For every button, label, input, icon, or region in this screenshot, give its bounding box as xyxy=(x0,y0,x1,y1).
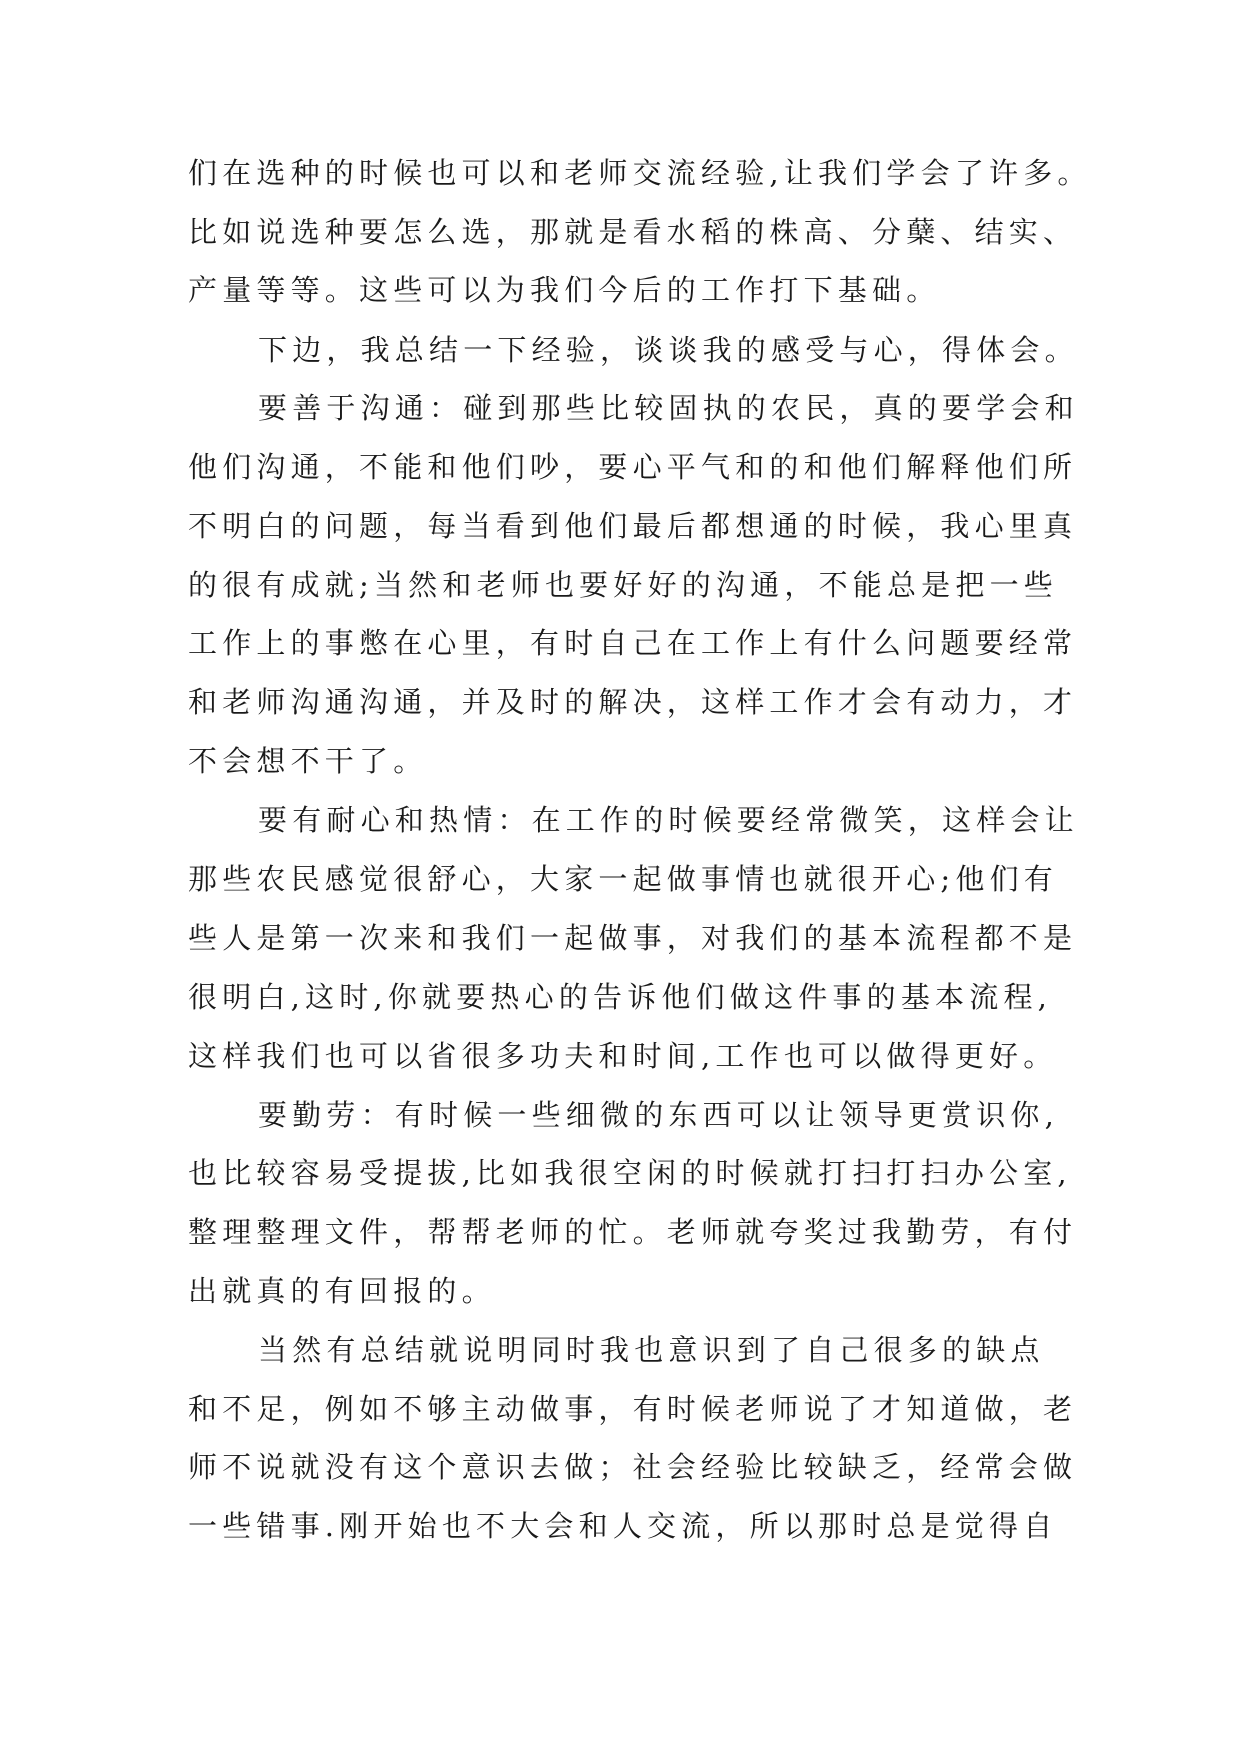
text-line: 整理整理文件，帮帮老师的忙。老师就夸奖过我勤劳，有付 xyxy=(188,1215,1078,1249)
text-line: 不明白的问题，每当看到他们最后都想通的时候，我心里真 xyxy=(188,509,1078,543)
paragraph-first-line: 要勤劳：有时候一些细微的东西可以让领导更赏识你, xyxy=(258,1098,1060,1132)
paragraph-first-line: 当然有总结就说明同时我也意识到了自己很多的缺点 xyxy=(258,1333,1045,1367)
text-line: 师不说就没有这个意识去做；社会经验比较缺乏，经常会做 xyxy=(188,1450,1078,1484)
text-line: 那些农民感觉很舒心，大家一起做事情也就很开心;他们有 xyxy=(188,862,1058,896)
text-line: 很明白,这时,你就要热心的告诉他们做这件事的基本流程, xyxy=(188,980,1053,1014)
paragraph-first-line: 要善于沟通：碰到那些比较固执的农民，真的要学会和 xyxy=(258,391,1079,425)
text-line: 和不足，例如不够主动做事，有时候老师说了才知道做，老 xyxy=(188,1392,1078,1426)
text-line: 他们沟通，不能和他们吵，要心平气和的和他们解释他们所 xyxy=(188,450,1078,484)
paragraph-first-line: 下边，我总结一下经验，谈谈我的感受与心，得体会。 xyxy=(258,333,1079,367)
text-line: 些人是第一次来和我们一起做事，对我们的基本流程都不是 xyxy=(188,921,1078,955)
text-line: 和老师沟通沟通，并及时的解决，这样工作才会有动力，才 xyxy=(188,685,1078,719)
text-line: 这样我们也可以省很多功夫和时间,工作也可以做得更好。 xyxy=(188,1039,1058,1073)
text-line: 产量等等。这些可以为我们今后的工作打下基础。 xyxy=(188,273,941,307)
text-line: 一些错事.刚开始也不大会和人交流，所以那时总是觉得自 xyxy=(188,1509,1058,1543)
text-line: 的很有成就;当然和老师也要好好的沟通，不能总是把一些 xyxy=(188,568,1058,602)
text-line: 们在选种的时候也可以和老师交流经验,让我们学会了许多。 xyxy=(188,156,1092,190)
text-line: 也比较容易受提拔,比如我很空闲的时候就打扫打扫办公室, xyxy=(188,1156,1072,1190)
text-line: 出就真的有回报的。 xyxy=(188,1274,496,1308)
paragraph-first-line: 要有耐心和热情：在工作的时候要经常微笑，这样会让 xyxy=(258,803,1079,837)
text-line: 工作上的事憋在心里，有时自己在工作上有什么问题要经常 xyxy=(188,626,1078,660)
text-line: 比如说选种要怎么选，那就是看水稻的株高、分蘖、结实、 xyxy=(188,215,1078,249)
text-line: 不会想不干了。 xyxy=(188,744,428,778)
